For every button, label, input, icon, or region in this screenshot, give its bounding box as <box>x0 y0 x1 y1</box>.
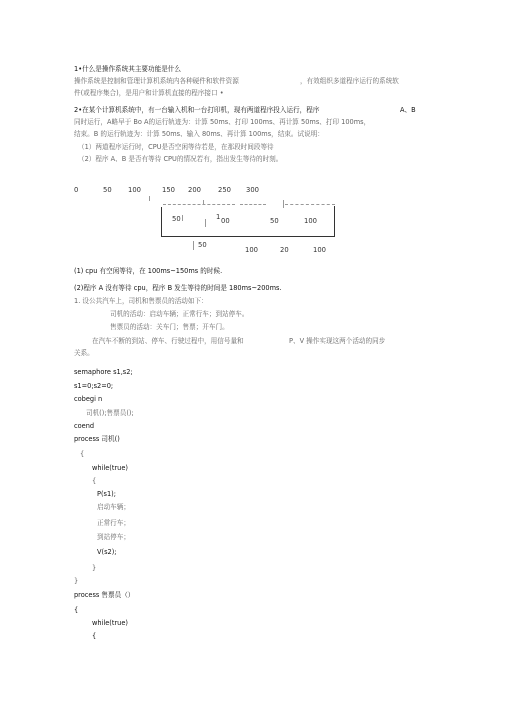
timeline-mark <box>203 200 204 205</box>
code-line: V(s2); <box>97 548 117 556</box>
q1-line2: 件(或程序集合)，是用户和计算机直接的程序接口 • <box>74 89 224 97</box>
code-line: { <box>74 606 79 614</box>
tick-label: 0 <box>74 186 79 194</box>
row1-label: 1 <box>216 213 221 221</box>
timeline-axis <box>334 206 335 237</box>
q2-line1a: 2•在某个计算机系统中，有一台输入机和一台打印机，现有两道程序投入运行，程序 <box>74 106 320 114</box>
answer-1: (1) cpu 有空闲等待，在 100ms~150ms 的时候. <box>74 267 223 275</box>
tick-label: 150 <box>162 186 175 194</box>
code-line: cobegi n <box>74 395 103 403</box>
tick-label: 200 <box>188 186 201 194</box>
tick-label: 100 <box>128 186 141 194</box>
q3-driver: 司机的活动：启动车辆；正常行车；到站停车。 <box>110 310 249 318</box>
code-line: while(true) <box>92 619 128 627</box>
code-line: { <box>92 477 97 485</box>
q1-line1a: 操作系统是控制和管理计算机系统内各种硬件和软件资源 <box>74 77 239 85</box>
timeline-axis <box>161 207 162 236</box>
code-line: while(true) <box>92 464 128 472</box>
code-line: process 司机() <box>74 435 120 443</box>
row2-label: 100 <box>245 246 258 254</box>
code-line: 司机();售票员(); <box>86 409 134 417</box>
q2-sub2: （2）程序 A、B 是否有等待 CPU的情况若有，指出发生等待的时刻。 <box>78 155 283 163</box>
code-line: 正常行车； <box>97 519 130 527</box>
q3-desc1a: 在汽车不断的到站、停车、行驶过程中，用信号量和 <box>92 337 244 345</box>
timeline-mark <box>182 215 183 221</box>
timeline-mark <box>149 196 150 201</box>
timeline-dash <box>285 204 335 205</box>
timeline-mark <box>283 200 284 208</box>
timeline-dash <box>240 204 266 205</box>
answer-2: (2)程序 A 没有等待 cpu，程序 B 发生等待的时间是 180ms~200ms. <box>74 284 282 292</box>
row1-label: 50 <box>270 217 279 225</box>
tick-label: 250 <box>218 186 231 194</box>
code-line: s1=0;s2=0; <box>74 382 114 390</box>
tick-label: 300 <box>246 186 259 194</box>
q2-line2: 同时运行，A略早于 Bo A的运行轨迹为：计算 50ms、打印 100ms、再计算 50ms、打印 100ms， <box>74 118 371 126</box>
q3-title: 1. 设公共汽车上，司机和售票员的活动如下： <box>74 297 208 305</box>
q2-line3: 结束。B 的运行轨迹为：计算 50ms、输入 80ms、再计算 100ms，结束。试说明： <box>74 130 324 138</box>
timeline-dash <box>163 204 235 205</box>
row2-label: 100 <box>313 246 326 254</box>
row2-label: 20 <box>280 246 289 254</box>
code-line: } <box>92 564 97 572</box>
code-line: process 售票员（） <box>74 591 135 599</box>
code-line: 启动车辆； <box>97 503 130 511</box>
row2-label: 50 <box>198 241 207 249</box>
q3-desc2: 关系。 <box>74 349 94 357</box>
row1-label: 00 <box>221 217 230 225</box>
tick-label: 50 <box>103 186 112 194</box>
q3-conductor: 售票员的活动：关车门；售票；开车门。 <box>110 323 229 331</box>
row1-label: 100 <box>304 217 317 225</box>
code-line: { <box>80 450 85 458</box>
timeline-axis <box>161 236 335 237</box>
timeline-mark <box>193 241 194 250</box>
q3-desc1b: P、V 操作实现这两个活动的同步 <box>289 337 386 345</box>
q1-title: 1•什么是操作系统其主要功能是什么 <box>74 65 181 73</box>
q1-line1b: ，有效组织多道程序运行的系统软 <box>300 77 399 85</box>
code-line: P(s1); <box>97 490 116 498</box>
q2-sub1: （1）两道程序运行时，CPU是否空闲等待若是，在那段时间段等待 <box>78 143 274 151</box>
code-line: } <box>74 577 79 585</box>
code-line: 到站停车； <box>97 533 130 541</box>
timeline-mark <box>205 219 206 227</box>
code-line: { <box>92 632 97 640</box>
code-line: coend <box>74 422 95 430</box>
row1-label: 50 <box>172 215 181 223</box>
q2-line1b: A、B <box>400 106 416 114</box>
code-line: semaphore s1,s2; <box>74 368 133 376</box>
